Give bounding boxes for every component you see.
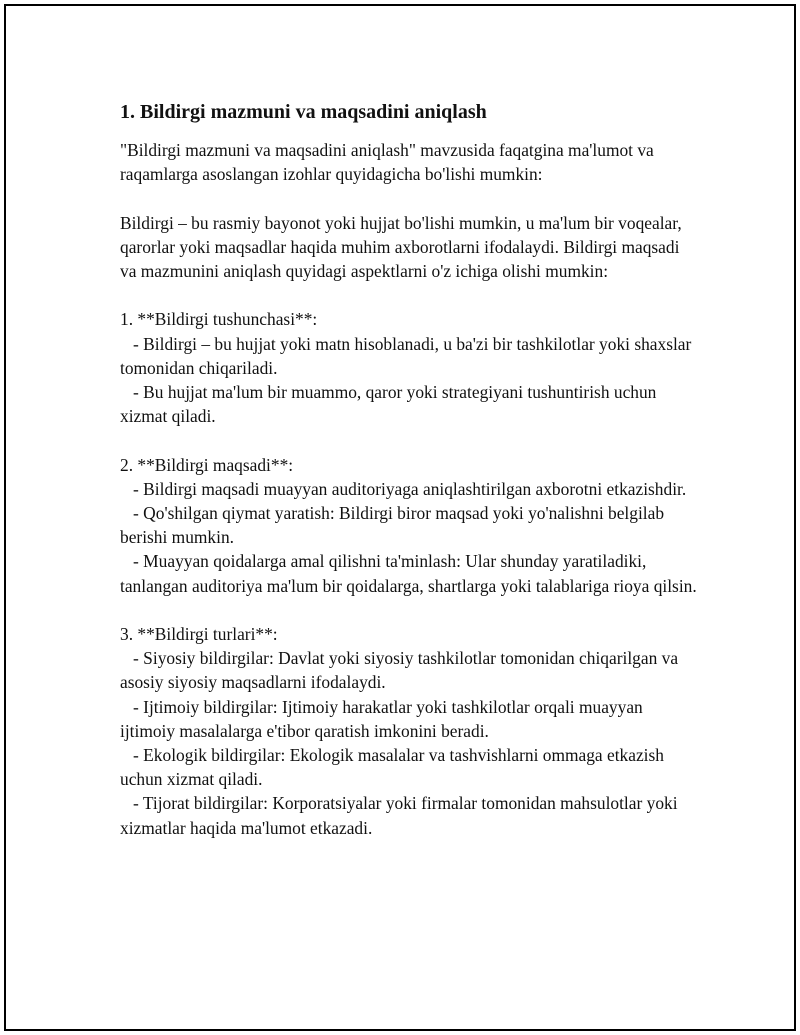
section-bullet: - Muayyan qoidalarga amal qilishni ta'minlash: Ular shunday yaratiladiki, tanlangan auditoriya ma'lum bir qoidalarga, shartlarga yoki talablariga rioya qilsin. bbox=[120, 551, 697, 596]
section-bullet: - Bildirgi maqsadi muayyan auditoriyaga aniqlashtirilgan axborotni etkazishdir. bbox=[120, 478, 687, 499]
section-heading: 2. **Bildirgi maqsadi**: bbox=[120, 454, 294, 475]
section-bullet: - Ijtimoiy bildirgilar: Ijtimoiy harakatlar yoki tashkilotlar orqali muayyan ijtimoiy masalalarga e'tibor qaratish imkonini beradi. bbox=[120, 696, 648, 741]
section-bullet: - Bu hujjat ma'lum bir muammo, qaror yoki strategiyani tushuntirish uchun xizmat qiladi. bbox=[120, 382, 661, 427]
section-bullet: - Ekologik bildirgilar: Ekologik masalalar va tashvishlarni ommaga etkazish uchun xizmat qiladi. bbox=[120, 745, 669, 790]
section-heading: 1. **Bildirgi tushunchasi**: bbox=[120, 309, 318, 330]
section-bullet: - Bildirgi – bu hujjat yoki matn hisoblanadi, u ba'zi bir tashkilotlar yoki shaxslar tomonidan chiqariladi. bbox=[120, 333, 696, 378]
section-heading: 3. **Bildirgi turlari**: bbox=[120, 624, 278, 644]
section-bullet: - Qo'shilgan qiymat yaratish: Bildirgi biror maqsad yoki yo'nalishni belgilab berishi mumkin. bbox=[120, 503, 669, 548]
intro-paragraph: "Bildirgi mazmuni va maqsadini aniqlash" mavzusida faqatgina ma'lumot va raqamlarga asoslangan izohlar quyidagicha bo'lishi mumkin: bbox=[120, 140, 654, 185]
document-title: 1. Bildirgi mazmuni va maqsadini aniqlash bbox=[120, 101, 487, 123]
section-bullet: - Siyosiy bildirgilar: Davlat yoki siyosiy tashkilotlar tomonidan chiqarilgan va asosiy siyosiy maqsadlarni ifodalaydi. bbox=[120, 648, 683, 693]
page-frame bbox=[4, 4, 796, 1031]
section-purpose bbox=[120, 453, 700, 598]
section-concept bbox=[120, 307, 700, 428]
definition-paragraph: Bildirgi – bu rasmiy bayonot yoki hujjat bo'lishi mumkin, u ma'lum bir voqealar, qarorlar yoki maqsadlar haqida muhim axborotlarni ifodalaydi. Bildirgi maqsadi va mazmunini aniqlash quyidagi aspektlarni o'z ichiga olishi mumkin: bbox=[120, 212, 682, 281]
blank-line bbox=[120, 598, 700, 622]
blank-line bbox=[120, 186, 700, 210]
blank-line bbox=[120, 283, 700, 307]
section-types bbox=[120, 622, 700, 840]
section-bullet: - Tijorat bildirgilar: Korporatsiyalar yoki firmalar tomonidan mahsulotlar yoki xizmatlar haqida ma'lumot etkazadi. bbox=[120, 793, 682, 838]
document-body bbox=[120, 98, 700, 840]
blank-line bbox=[120, 428, 700, 452]
